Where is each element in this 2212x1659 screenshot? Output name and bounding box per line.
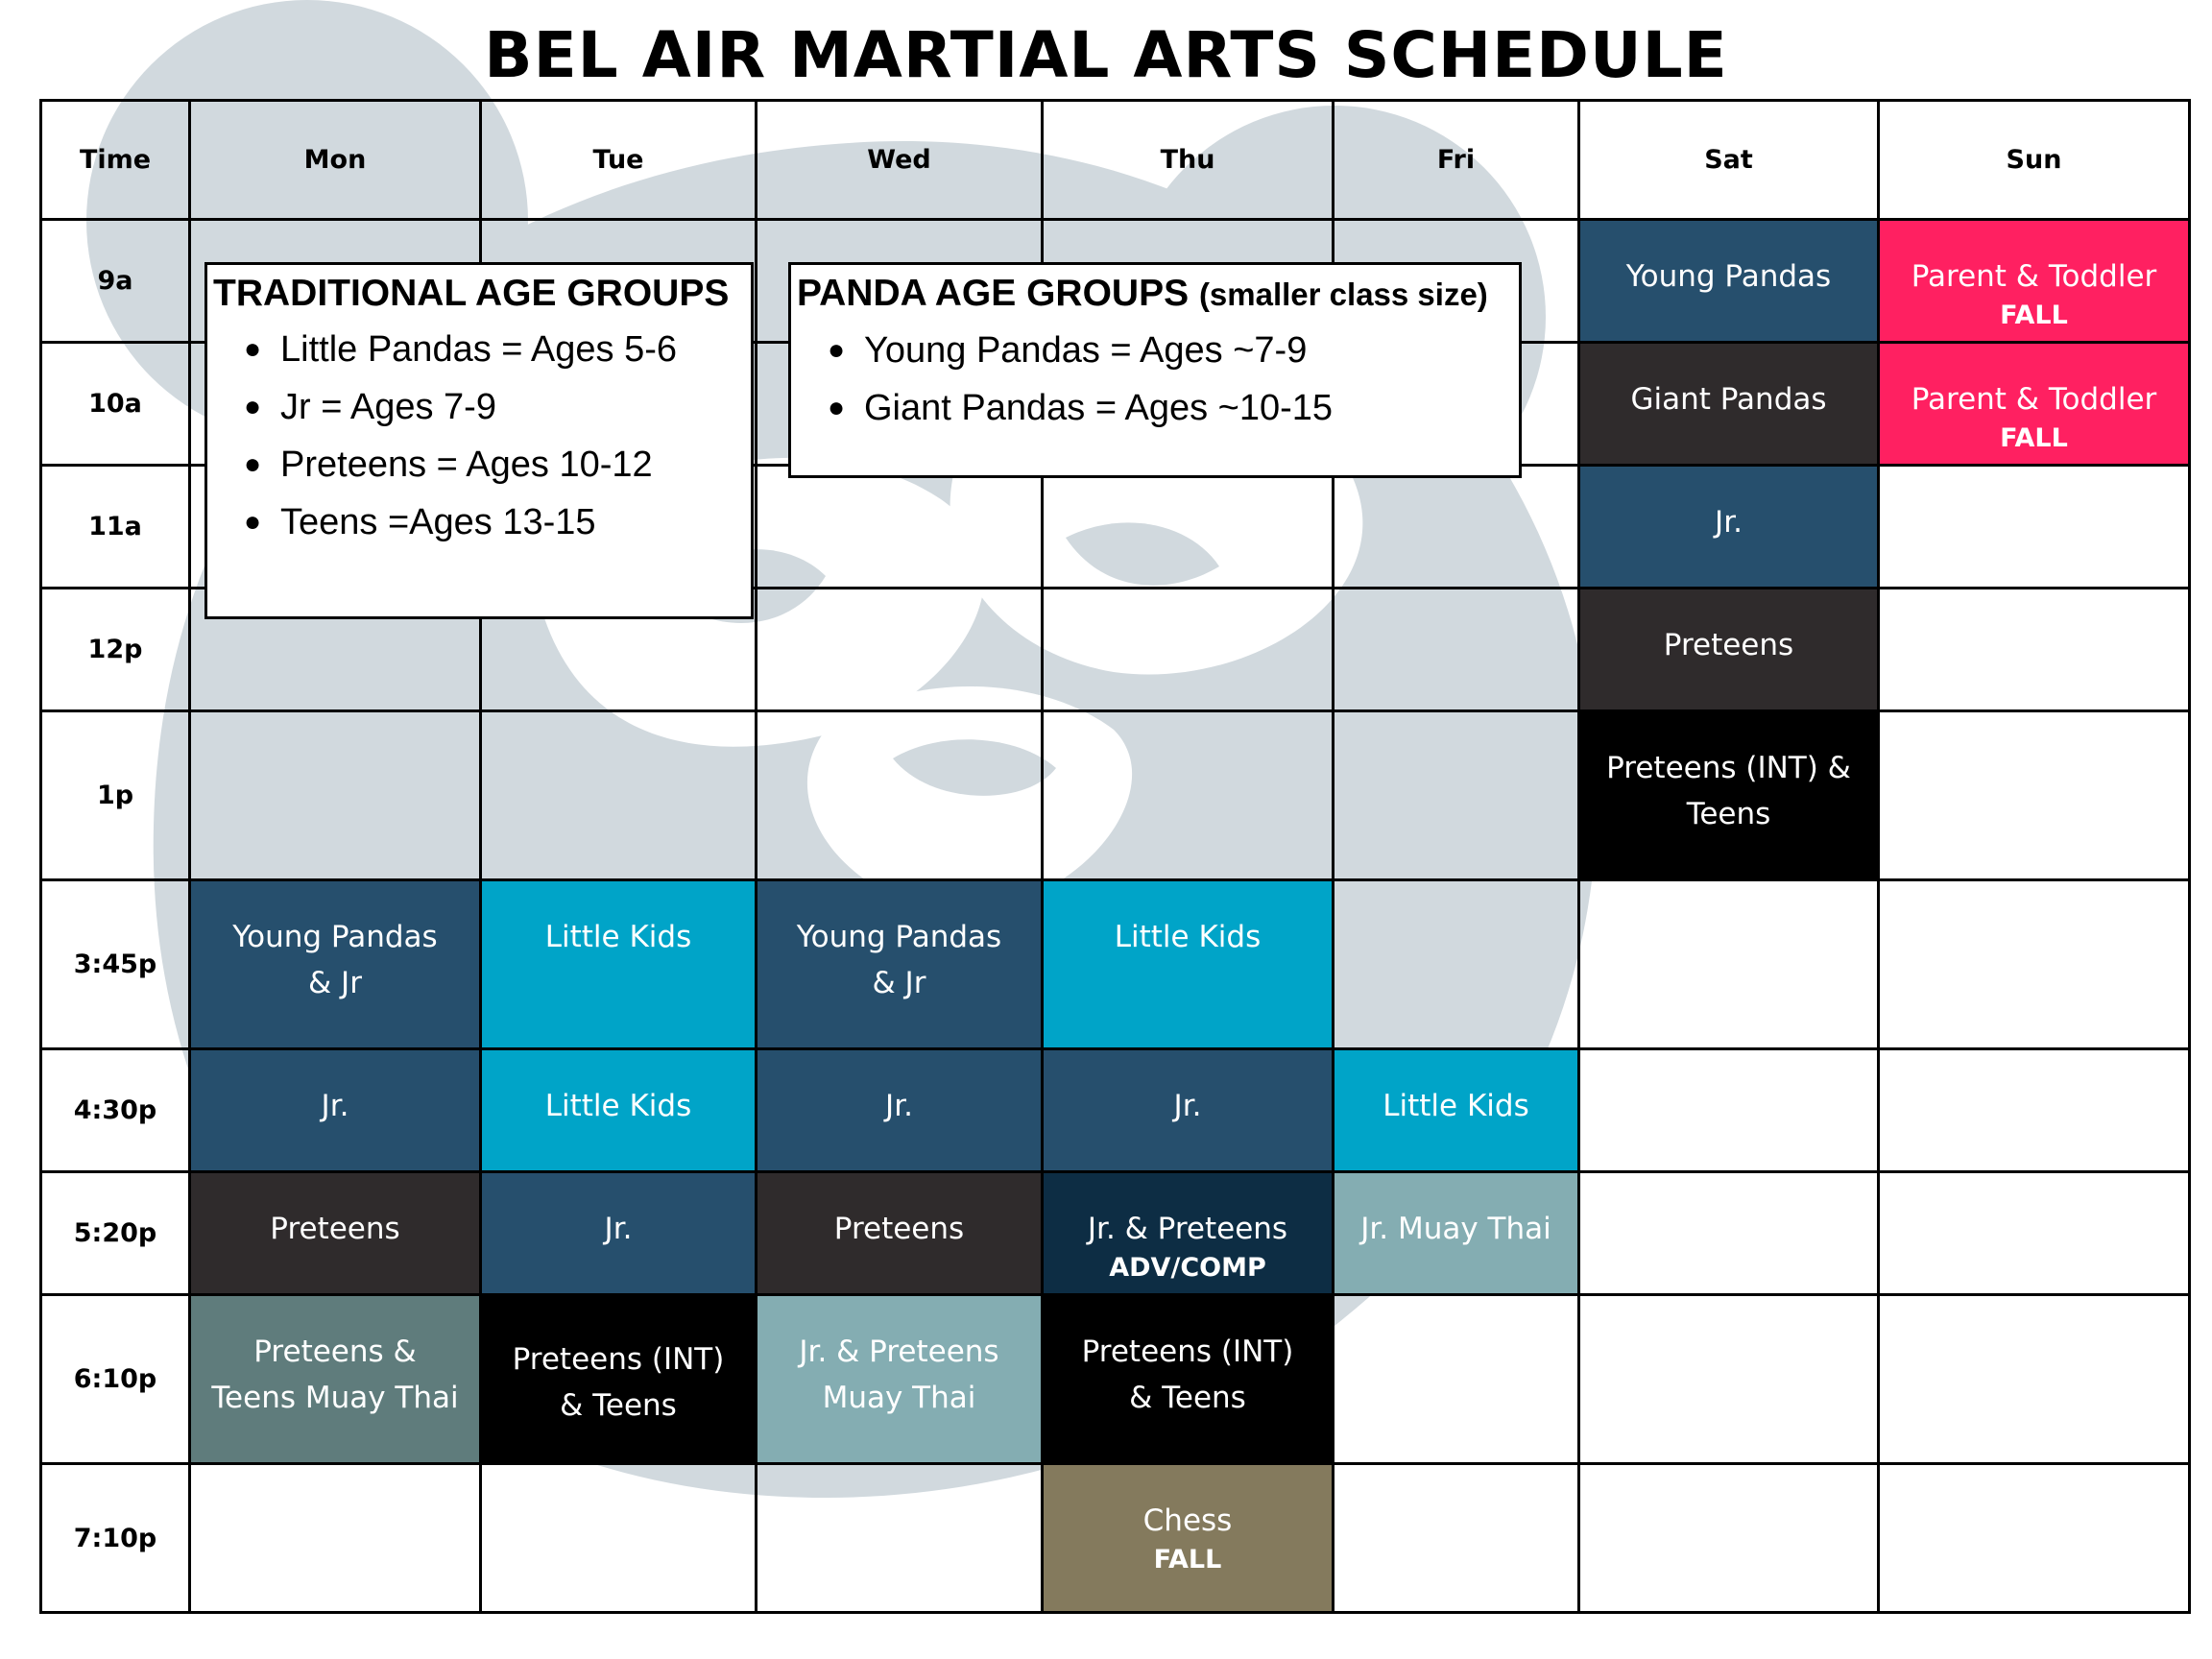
day-header-mon: Mon — [190, 101, 481, 220]
class-cell-tue-345p — [481, 880, 757, 1049]
class-name: Young Pandas — [1625, 259, 1832, 294]
empty-cell — [757, 1464, 1043, 1613]
class-cell-thu-430p — [1043, 1049, 1334, 1172]
empty-cell — [190, 711, 481, 880]
legend-item — [244, 493, 751, 551]
legend-heading: TRADITIONAL AGE GROUPS — [213, 273, 730, 314]
class-cell-fri-520p — [1334, 1172, 1579, 1295]
time-column-header: Time — [41, 101, 190, 220]
class-cell-tue-520p — [481, 1172, 757, 1295]
legend-item-text: Jr = Ages 7-9 — [280, 387, 496, 427]
empty-cell — [1879, 880, 2190, 1049]
class-name-line2: Muay Thai — [822, 1381, 976, 1415]
time-label: 11a — [41, 466, 190, 589]
class-cell-sun-9a — [1879, 220, 2190, 343]
class-cell-sat-10a — [1579, 343, 1879, 466]
empty-cell — [481, 711, 757, 880]
class-name-line1: Preteens (INT) — [512, 1342, 725, 1377]
empty-cell — [1579, 1049, 1879, 1172]
class-name-line2: & Teens — [1129, 1381, 1246, 1415]
class-name: Parent & Toddler — [1911, 259, 2157, 294]
empty-cell — [1043, 466, 1334, 589]
empty-cell — [190, 1464, 481, 1613]
class-name: Little Kids — [544, 920, 692, 954]
class-cell-mon-520p — [190, 1172, 481, 1295]
legend-heading — [797, 271, 1519, 318]
day-header-tue: Tue — [481, 101, 757, 220]
class-name-line2: Teens Muay Thai — [211, 1381, 459, 1415]
time-label: 6:10p — [41, 1295, 190, 1464]
legend-item — [244, 436, 751, 493]
class-cell-mon-430p — [190, 1049, 481, 1172]
empty-cell — [1334, 1295, 1579, 1464]
class-cell-sat-1p — [1579, 711, 1879, 880]
row-520p — [41, 1172, 2190, 1295]
day-header-fri: Fri — [1334, 101, 1579, 220]
class-name-line2: & Teens — [560, 1388, 677, 1423]
class-name: Preteens — [1663, 628, 1794, 662]
time-label: 7:10p — [41, 1464, 190, 1613]
bullet-icon: ● — [828, 392, 846, 423]
empty-cell — [1043, 589, 1334, 711]
legend-item — [828, 322, 1519, 379]
empty-cell — [1879, 711, 2190, 880]
class-name-line1: Preteens (INT) — [1081, 1334, 1294, 1369]
empty-cell — [1879, 1172, 2190, 1295]
class-name-line2: Teens — [1686, 797, 1771, 831]
empty-cell — [1043, 711, 1334, 880]
legend-heading-note: (smaller class size) — [1198, 276, 1488, 312]
day-header-thu: Thu — [1043, 101, 1334, 220]
class-name: Little Kids — [544, 1089, 692, 1123]
class-name: Preteens — [833, 1212, 965, 1246]
legend-list — [213, 321, 751, 551]
class-cell-mon-345p — [190, 880, 481, 1049]
class-name: Jr. & Preteens — [1087, 1212, 1288, 1246]
class-name-line2: & Jr — [872, 966, 926, 1000]
row-710p — [41, 1464, 2190, 1613]
class-cell-thu-520p — [1043, 1172, 1334, 1295]
class-name-line1: Preteens (INT) & — [1606, 751, 1851, 785]
legend-item — [244, 321, 751, 378]
class-name-line1: Young Pandas — [232, 920, 438, 954]
class-name: Preteens — [270, 1212, 400, 1246]
class-name: Little Kids — [1114, 920, 1262, 954]
legend-item-text: Giant Pandas = Ages ~10-15 — [864, 388, 1334, 428]
class-cell-tue-610p — [481, 1295, 757, 1464]
class-name: Chess — [1142, 1503, 1233, 1538]
time-label: 5:20p — [41, 1172, 190, 1295]
class-cell-thu-345p — [1043, 880, 1334, 1049]
legend-list — [797, 322, 1519, 437]
empty-cell — [1334, 1464, 1579, 1613]
empty-cell — [757, 466, 1043, 589]
class-cell-sat-11a — [1579, 466, 1879, 589]
class-cell-thu-710p — [1043, 1464, 1334, 1613]
class-cell-tue-430p — [481, 1049, 757, 1172]
time-label: 12p — [41, 589, 190, 711]
empty-cell — [1879, 466, 2190, 589]
empty-cell — [757, 589, 1043, 711]
class-cell-mon-610p — [190, 1295, 481, 1464]
time-label: 10a — [41, 343, 190, 466]
class-name: Jr. — [321, 1089, 349, 1123]
empty-cell — [1579, 1172, 1879, 1295]
empty-cell — [1334, 880, 1579, 1049]
class-name-line1: Young Pandas — [796, 920, 1002, 954]
empty-cell — [1579, 1295, 1879, 1464]
time-label: 1p — [41, 711, 190, 880]
class-season-badge: FALL — [1153, 1545, 1222, 1575]
empty-cell — [1334, 589, 1579, 711]
class-cell-sat-9a — [1579, 220, 1879, 343]
row-610p — [41, 1295, 2190, 1464]
class-name-line1: Jr. & Preteens — [799, 1334, 999, 1369]
class-name: Jr. Muay Thai — [1360, 1212, 1551, 1246]
time-label: 9a — [41, 220, 190, 343]
legend-heading-text: PANDA AGE GROUPS — [797, 273, 1190, 314]
bullet-icon: ● — [244, 448, 262, 480]
row-430p — [41, 1049, 2190, 1172]
header-row — [41, 101, 2190, 220]
class-cell-thu-610p — [1043, 1295, 1334, 1464]
class-name: Jr. — [604, 1212, 633, 1246]
legend-item-text: Preteens = Ages 10-12 — [280, 445, 653, 485]
empty-cell — [1879, 1295, 2190, 1464]
bullet-icon: ● — [244, 506, 262, 538]
empty-cell — [1879, 1049, 2190, 1172]
time-label: 4:30p — [41, 1049, 190, 1172]
empty-cell — [1879, 1464, 2190, 1613]
empty-cell — [1334, 711, 1579, 880]
empty-cell — [1334, 466, 1579, 589]
page-title: BEL AIR MARTIAL ARTS SCHEDULE — [484, 18, 1728, 92]
class-name: Giant Pandas — [1630, 382, 1827, 417]
class-name: Parent & Toddler — [1911, 382, 2157, 417]
bullet-icon: ● — [828, 334, 846, 366]
legend-item-text: Little Pandas = Ages 5-6 — [280, 329, 678, 370]
legend-item-text: Young Pandas = Ages ~7-9 — [864, 330, 1308, 371]
bullet-icon: ● — [244, 391, 262, 422]
row-1p — [41, 711, 2190, 880]
class-name: Jr. — [1715, 505, 1743, 540]
legend-item — [828, 379, 1519, 437]
class-cell-sun-10a — [1879, 343, 2190, 466]
legend-item — [244, 378, 751, 436]
class-name-line2: & Jr — [308, 966, 362, 1000]
class-name: Little Kids — [1382, 1089, 1529, 1123]
empty-cell — [1879, 589, 2190, 711]
empty-cell — [1579, 880, 1879, 1049]
empty-cell — [481, 1464, 757, 1613]
empty-cell — [757, 711, 1043, 880]
bullet-icon: ● — [244, 333, 262, 365]
legend-item-text: Teens =Ages 13-15 — [280, 502, 596, 542]
class-name-line1: Preteens & — [253, 1334, 417, 1369]
class-cell-wed-610p — [757, 1295, 1043, 1464]
class-name: Jr. — [885, 1089, 913, 1123]
row-345p — [41, 880, 2190, 1049]
class-season-badge: FALL — [2000, 301, 2068, 330]
class-cell-fri-430p — [1334, 1049, 1579, 1172]
class-cell-wed-345p — [757, 880, 1043, 1049]
day-header-sat: Sat — [1579, 101, 1879, 220]
panda-age-groups-legend — [788, 262, 1522, 478]
class-cell-sat-12p — [1579, 589, 1879, 711]
class-cell-wed-430p — [757, 1049, 1043, 1172]
class-cell-wed-520p — [757, 1172, 1043, 1295]
day-header-sun: Sun — [1879, 101, 2190, 220]
class-season-badge: FALL — [2000, 423, 2068, 453]
day-header-wed: Wed — [757, 101, 1043, 220]
class-level-badge: ADV/COMP — [1109, 1253, 1266, 1283]
empty-cell — [1579, 1464, 1879, 1613]
time-label: 3:45p — [41, 880, 190, 1049]
traditional-age-groups-legend — [204, 262, 754, 619]
class-name: Jr. — [1173, 1089, 1202, 1123]
